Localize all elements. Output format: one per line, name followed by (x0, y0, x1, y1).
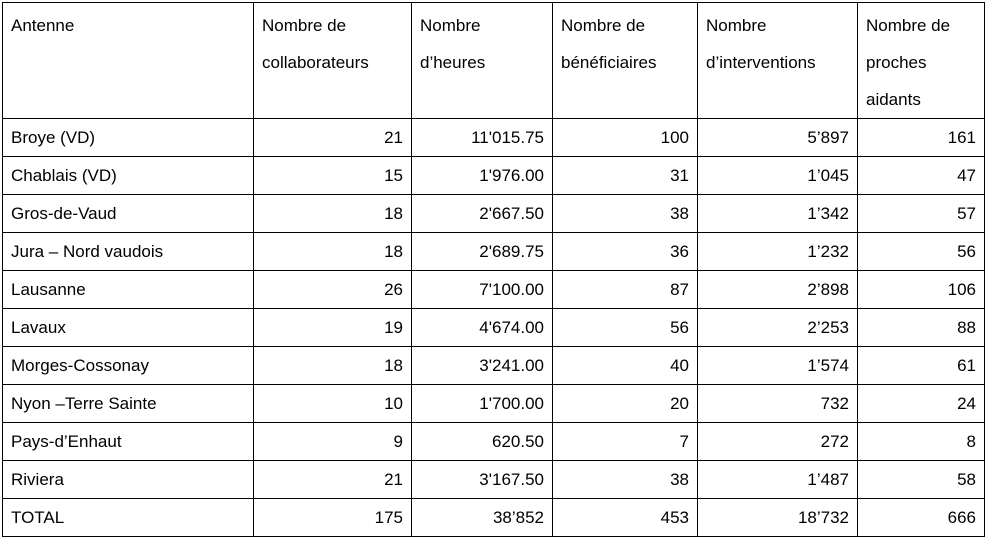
table-row (3, 233, 985, 271)
cell-antenne: Lausanne (3, 271, 254, 309)
table-row (3, 119, 985, 157)
cell-heures: 3'241.00 (412, 347, 553, 385)
cell-collaborateurs: 18 (254, 233, 412, 271)
cell-interventions: 5’897 (698, 119, 858, 157)
cell-heures: 3'167.50 (412, 461, 553, 499)
cell-antenne: TOTAL (3, 499, 254, 537)
cell-interventions: 2’253 (698, 309, 858, 347)
header-collaborateurs: Nombre de collaborateurs (254, 3, 412, 119)
cell-antenne: Chablais (VD) (3, 157, 254, 195)
header-interventions: Nombre d’interventions (698, 3, 858, 119)
header-beneficiaires: Nombre de bénéficiaires (553, 3, 698, 119)
cell-collaborateurs: 10 (254, 385, 412, 423)
cell-beneficiaires: 56 (553, 309, 698, 347)
cell-heures: 7'100.00 (412, 271, 553, 309)
cell-heures: 11'015.75 (412, 119, 553, 157)
cell-heures: 1'976.00 (412, 157, 553, 195)
cell-collaborateurs: 18 (254, 195, 412, 233)
cell-heures: 2'667.50 (412, 195, 553, 233)
cell-antenne: Riviera (3, 461, 254, 499)
cell-proches-aidants: 24 (858, 385, 985, 423)
cell-heures: 1'700.00 (412, 385, 553, 423)
table-row (3, 271, 985, 309)
cell-antenne: Jura – Nord vaudois (3, 233, 254, 271)
cell-interventions: 1’574 (698, 347, 858, 385)
cell-heures: 2'689.75 (412, 233, 553, 271)
cell-collaborateurs: 21 (254, 119, 412, 157)
table-body (3, 119, 985, 537)
cell-beneficiaires: 20 (553, 385, 698, 423)
cell-collaborateurs: 175 (254, 499, 412, 537)
cell-interventions: 18’732 (698, 499, 858, 537)
table-row (3, 157, 985, 195)
cell-proches-aidants: 666 (858, 499, 985, 537)
cell-interventions: 1’232 (698, 233, 858, 271)
table-header (3, 3, 985, 119)
cell-proches-aidants: 161 (858, 119, 985, 157)
cell-collaborateurs: 19 (254, 309, 412, 347)
cell-heures: 38’852 (412, 499, 553, 537)
cell-beneficiaires: 40 (553, 347, 698, 385)
cell-interventions: 1’487 (698, 461, 858, 499)
cell-beneficiaires: 38 (553, 195, 698, 233)
cell-beneficiaires: 31 (553, 157, 698, 195)
cell-collaborateurs: 18 (254, 347, 412, 385)
cell-proches-aidants: 58 (858, 461, 985, 499)
cell-interventions: 1’045 (698, 157, 858, 195)
cell-heures: 620.50 (412, 423, 553, 461)
cell-antenne: Nyon –Terre Sainte (3, 385, 254, 423)
header-heures: Nombre d’heures (412, 3, 553, 119)
cell-beneficiaires: 100 (553, 119, 698, 157)
table-row (3, 309, 985, 347)
cell-interventions: 2’898 (698, 271, 858, 309)
cell-proches-aidants: 8 (858, 423, 985, 461)
antennes-table (2, 2, 985, 537)
table-row (3, 461, 985, 499)
cell-beneficiaires: 7 (553, 423, 698, 461)
cell-beneficiaires: 36 (553, 233, 698, 271)
cell-beneficiaires: 38 (553, 461, 698, 499)
cell-interventions: 272 (698, 423, 858, 461)
cell-interventions: 732 (698, 385, 858, 423)
cell-collaborateurs: 21 (254, 461, 412, 499)
cell-heures: 4'674.00 (412, 309, 553, 347)
cell-proches-aidants: 61 (858, 347, 985, 385)
cell-collaborateurs: 15 (254, 157, 412, 195)
cell-collaborateurs: 9 (254, 423, 412, 461)
header-antenne: Antenne (3, 3, 254, 119)
header-row (3, 3, 985, 119)
cell-antenne: Broye (VD) (3, 119, 254, 157)
cell-collaborateurs: 26 (254, 271, 412, 309)
cell-proches-aidants: 47 (858, 157, 985, 195)
cell-antenne: Lavaux (3, 309, 254, 347)
table-row (3, 347, 985, 385)
table-row (3, 423, 985, 461)
cell-proches-aidants: 56 (858, 233, 985, 271)
cell-beneficiaires: 87 (553, 271, 698, 309)
header-proches-aidants: Nombre de proches aidants (858, 3, 985, 119)
cell-interventions: 1’342 (698, 195, 858, 233)
cell-proches-aidants: 57 (858, 195, 985, 233)
cell-proches-aidants: 88 (858, 309, 985, 347)
cell-antenne: Pays-d’Enhaut (3, 423, 254, 461)
total-row (3, 499, 985, 537)
cell-antenne: Gros-de-Vaud (3, 195, 254, 233)
table-row (3, 195, 985, 233)
cell-beneficiaires: 453 (553, 499, 698, 537)
table-row (3, 385, 985, 423)
cell-proches-aidants: 106 (858, 271, 985, 309)
cell-antenne: Morges-Cossonay (3, 347, 254, 385)
